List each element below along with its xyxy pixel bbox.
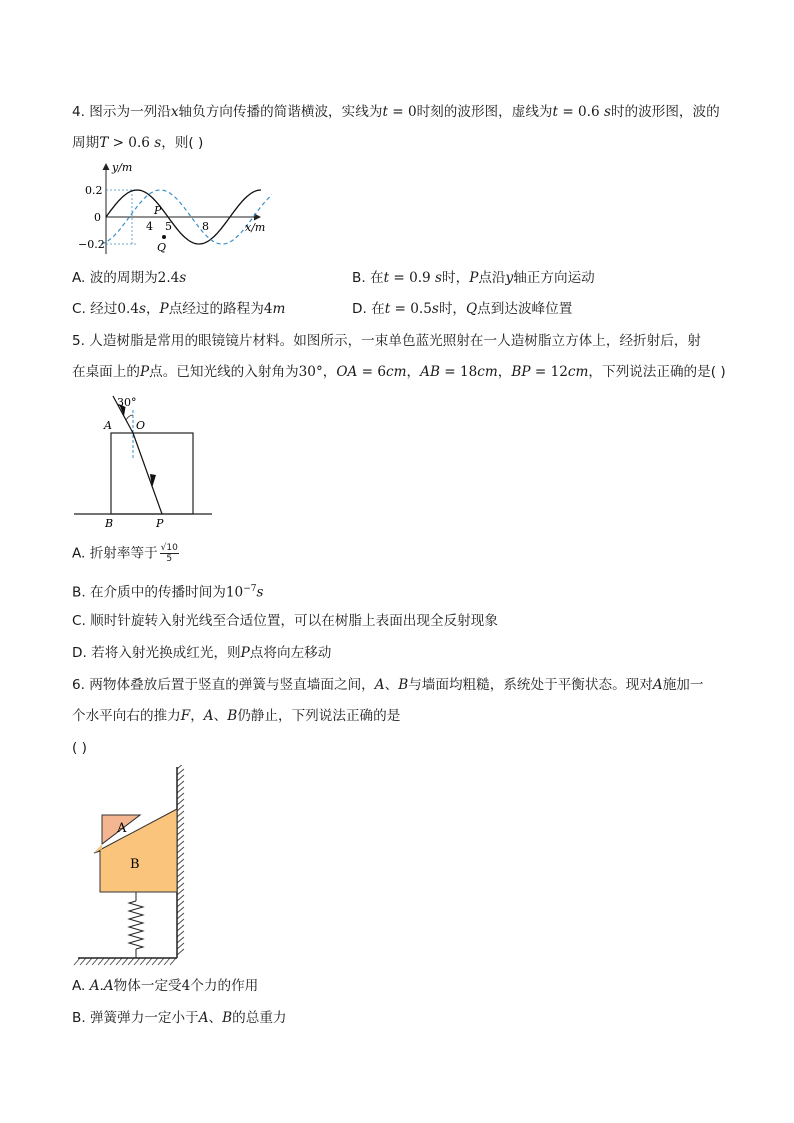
q5-option-b[interactable]: B. 在介质中的传播时间为$10^{-7}s$ (72, 584, 264, 601)
q5-option-a[interactable]: A. 折射率等于 $\frac{√10}{5}$ (72, 543, 178, 564)
y-tick-0: 0 (94, 211, 101, 224)
q5-option-d[interactable]: D. 若将入射光换成红光，则P点将向左移动 (72, 645, 332, 661)
q4-option-a[interactable]: A. 波的周期为2.4s (72, 270, 187, 286)
q6-option-a[interactable]: A. A.A物体一定受4个力的作用 (72, 978, 259, 994)
point-q-dot (162, 235, 166, 239)
q5-line-1: 5. 人造树脂是常用的眼镜镜片材料。如图所示，一束单色蓝光照射在一人造树脂立方体上，经折射后，射 (72, 333, 702, 349)
q4-wave-graph (72, 158, 272, 258)
label-b: B (105, 517, 114, 530)
label-a: A (104, 419, 112, 432)
x-tick-8: 8 (202, 220, 209, 233)
spring (129, 901, 143, 949)
angle-label: 30° (117, 396, 137, 409)
q6-line-2: 个水平向右的推力F，A、B仍静止，下列说法正确的是 (72, 708, 401, 724)
point-p-label: P (154, 204, 162, 217)
point-q-label: Q (157, 241, 167, 254)
q4-option-c[interactable]: C. 经过0.4s，P点经过的路程为4m (72, 301, 286, 317)
y-axis-label: y/m (112, 161, 133, 174)
label-block-b: B (130, 857, 140, 872)
q6-option-b[interactable]: B. 弹簧弹力一定小于A、B的总重力 (72, 1010, 287, 1026)
label-block-a: A (117, 821, 127, 836)
label-p: P (156, 517, 164, 530)
q6-line-3: ( ) (72, 740, 87, 756)
resin-cube (111, 433, 193, 514)
q4-line-2: 周期T > 0.6 s，则( ) (72, 135, 204, 151)
q4-option-d[interactable]: D. 在t = 0.5s时，Q点到达波峰位置 (352, 301, 573, 317)
label-o: O (136, 419, 146, 432)
sqrt10-over-5-fraction: $\frac{√10}{5}$ (160, 543, 178, 564)
q4-option-b[interactable]: B. 在t = 0.9 s时，P点沿y轴正方向运动 (352, 270, 595, 286)
refracted-ray (133, 433, 162, 514)
q6-spring-wall-figure (72, 765, 197, 970)
q4-line-1: 4. 图示为一列沿x轴负方向传播的简谐横波，实线为t = 0时刻的波形图，虚线为t = 0.6 s时的波形图，波的 (72, 104, 720, 120)
q6-line-1: 6. 两物体叠放后置于竖直的弹簧与竖直墙面之间，A、B与墙面均粗糙，系统处于平衡状态。现对A施加一 (72, 677, 704, 693)
q5-option-c[interactable]: C. 顺时针旋转入射光线至合适位置，可以在树脂上表面出现全反射现象 (72, 613, 498, 629)
y-tick-0.2: 0.2 (85, 184, 103, 197)
q5-refraction-figure (70, 388, 220, 530)
y-tick-neg0.2: −0.2 (78, 238, 105, 251)
x-tick-4: 4 (146, 220, 153, 233)
x-tick-5: 5 (165, 220, 172, 233)
q5-line-2: 在桌面上的P点。已知光线的入射角为30°，OA = 6cm，AB = 18cm，BP = 12cm，下列说法正确的是( ) (72, 364, 726, 380)
x-axis-label: x/m (245, 221, 266, 234)
